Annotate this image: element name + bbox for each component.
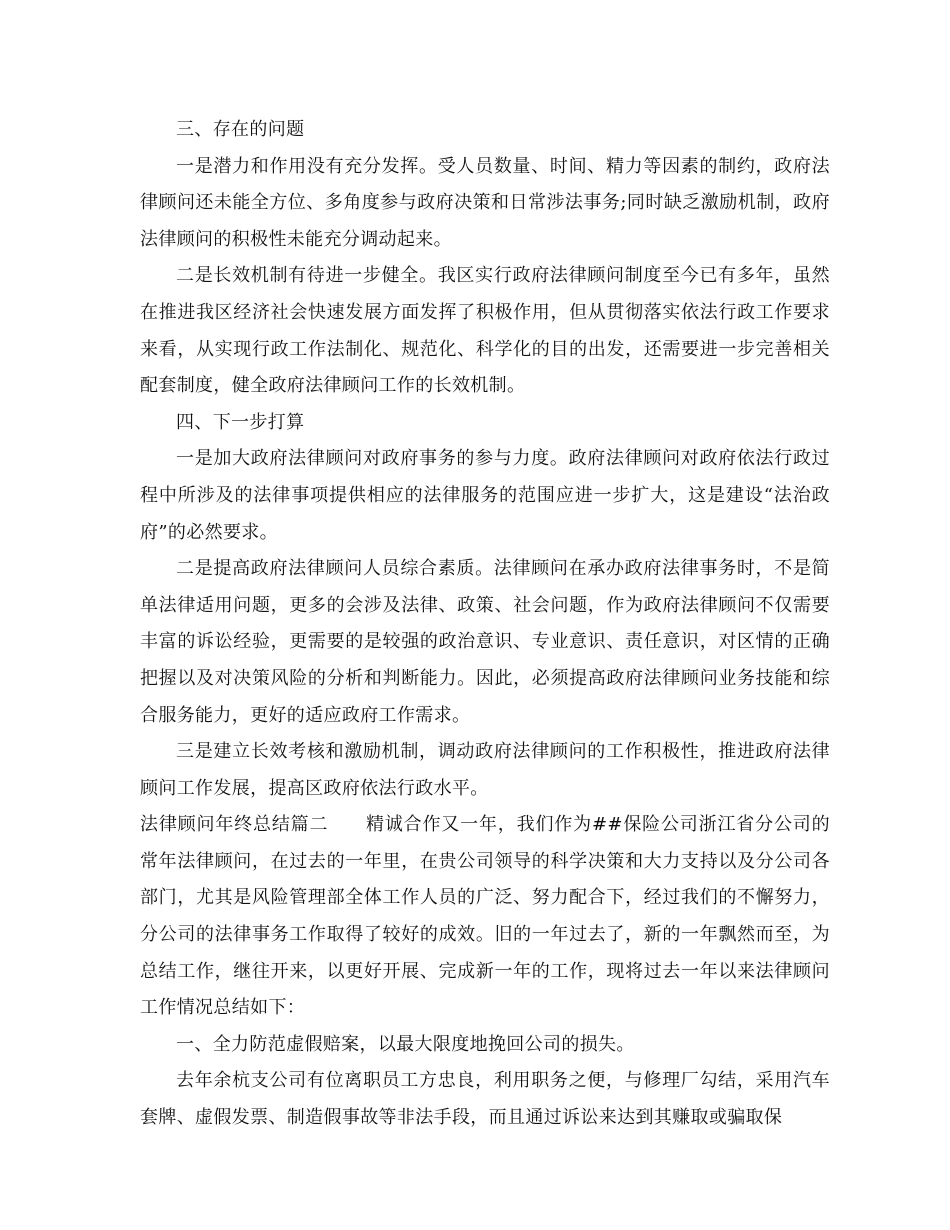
section-heading-next-steps: 四、下一步打算 [176, 411, 305, 433]
section-heading-fraud-prevention: 一、全力防范虚假赔案，以最大限度地挽回公司的损失。 [176, 1033, 635, 1055]
document-page [140, 112, 830, 1137]
paragraph-part-two: 法律顾问年终总结篇二 精诚合作又一年，我们作为##保险公司浙江省分公司的常年法律顾问，在过去的一年里，在贵公司领导的科学决策和大力支持以及分公司各部门，尤其是风险管理部全体工作人员的广泛、努力配合下，经过我们的不懈努力，分公司的法律事务工作取得了较好的成效。旧的一年过去了，新的一年飘然而至，为总结工作，继往开来，以更好开展、完成新一年的工作，现将过去一年以来法律顾问工作情况总结如下： [140, 814, 830, 1019]
section-heading-problems: 三、存在的问题 [176, 119, 305, 140]
paragraph: 二是提高政府法律顾问人员综合素质。法律顾问在承办政府法律事务时，不是简单法律适用问题，更多的会涉及法律、政策、社会问题，作为政府法律顾问不仅需要丰富的诉讼经验，更需要的是较强的政治意识、专业意识、责任意识，对区情的正确把握以及对决策风险的分析和判断能力。因此，必须提高政府法律顾问业务技能和综合服务能力，更好的适应政府工作需求。 [140, 558, 830, 726]
paragraph: 三是建立长效考核和激励机制，调动政府法律顾问的工作积极性，推进政府法律顾问工作发展，提高区政府依法行政水平。 [140, 741, 830, 799]
paragraph: 二是长效机制有待进一步健全。我区实行政府法律顾问制度至今已有多年，虽然在推进我区经济社会快速发展方面发挥了积极作用，但从贯彻落实依法行政工作要求来看，从实现行政工作法制化、规范化、科学化的目的出发，还需要进一步完善相关配套制度，健全政府法律顾问工作的长效机制。 [140, 265, 830, 397]
paragraph: 去年余杭支公司有位离职员工方忠良，利用职务之便，与修理厂勾结，采用汽车套牌、虚假发票、制造假事故等非法手段，而且通过诉讼来达到其赚取或骗取保 [140, 1070, 830, 1129]
paragraph: 一是潜力和作用没有充分发挥。受人员数量、时间、精力等因素的制约，政府法律顾问还未能全方位、多角度参与政府决策和日常涉法事务;同时缺乏激励机制，政府法律顾问的积极性未能充分调动起来。 [140, 155, 830, 250]
paragraph: 一是加大政府法律顾问对政府事务的参与力度。政府法律顾问对政府依法行政过程中所涉及的法律事项提供相应的法律服务的范围应进一步扩大，这是建设“法治政府”的必然要求。 [140, 448, 830, 543]
